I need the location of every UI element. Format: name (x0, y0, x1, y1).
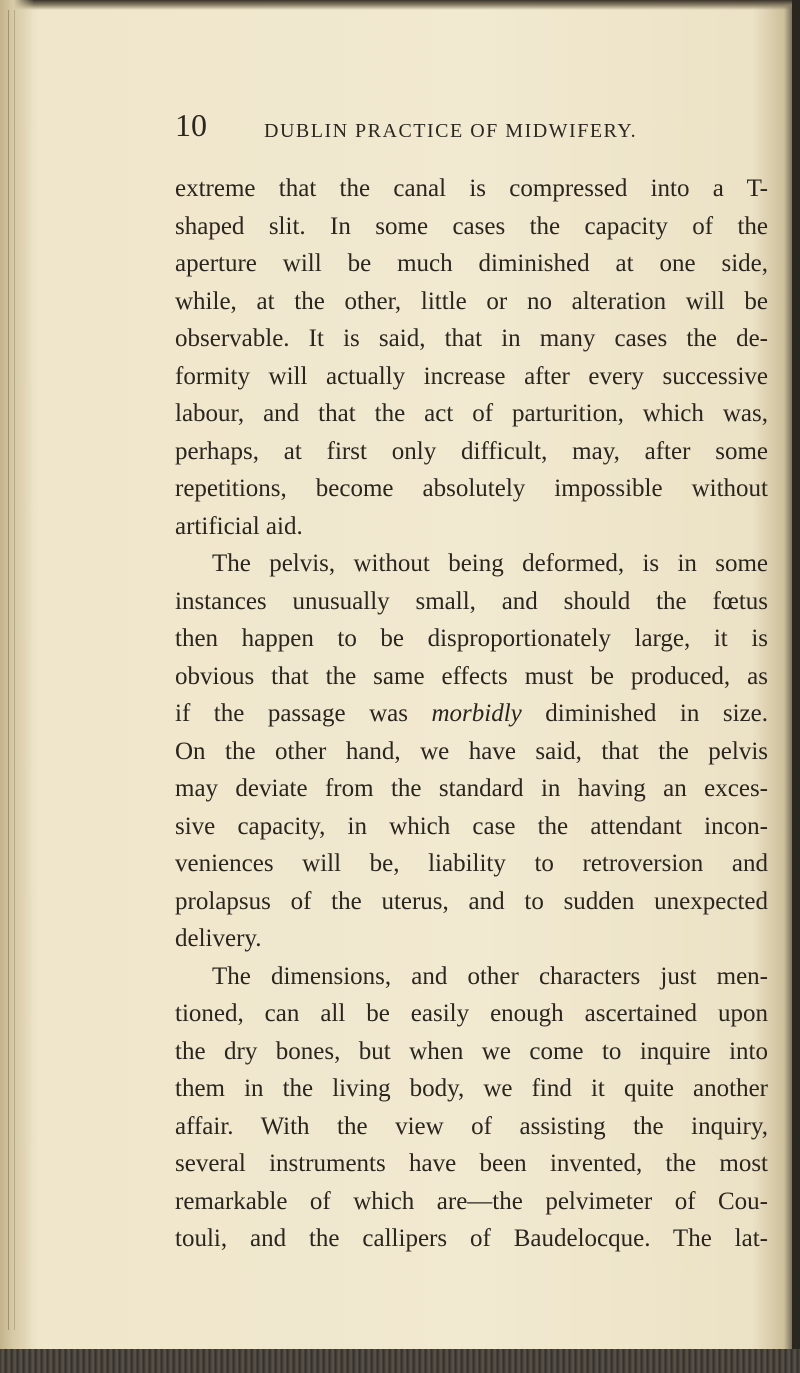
text-line: instances unusually small, and should the fœtus (175, 587, 768, 615)
page-right-edge (792, 0, 800, 1373)
running-head: DUBLIN PRACTICE OF MIDWIFERY. (264, 120, 638, 142)
page-bottom-edge (0, 1349, 800, 1373)
text-line: extreme that the canal is compressed into a T- (175, 175, 768, 202)
text-line: observable. It is said, that in many cases the de- (175, 325, 768, 352)
text-line: veniences will be, liability to retroversion and (175, 850, 768, 877)
text-line: The pelvis, without being deformed, is in some (212, 550, 768, 577)
text-line: tioned, can all be easily enough ascertained upon (175, 1000, 768, 1027)
text-line: delivery. (175, 925, 262, 952)
text-line: remarkable of which are—the pelvimeter of Cou- (175, 1187, 768, 1215)
text-line: labour, and that the act of parturition, which was, (175, 400, 768, 427)
text-line: artificial aid. (175, 512, 303, 540)
gutter-line (8, 10, 9, 1330)
binding-gutter (0, 0, 34, 1350)
page-top-edge (0, 0, 800, 10)
text-line: then happen to be disproportionately large, it is (175, 625, 768, 652)
text-line: affair. With the view of assisting the inquiry, (175, 1112, 768, 1140)
gutter-line (14, 10, 15, 1330)
text-line: sive capacity, in which case the attendant incon- (175, 812, 768, 840)
text-line: perhaps, at first only difficult, may, after some (175, 437, 768, 465)
text-line: obvious that the same effects must be produced, as (175, 662, 768, 690)
text-line: formity will actually increase after every successive (175, 362, 768, 390)
body-text (175, 170, 768, 1258)
text-line: may deviate from the standard in having an exces- (175, 775, 768, 802)
text-line: aperture will be much diminished at one side, (175, 250, 768, 277)
text-line: while, at the other, little or no alteration will be (175, 287, 768, 315)
text-line: The dimensions, and other characters just men- (212, 962, 768, 990)
text-line: them in the living body, we find it quite another (175, 1075, 768, 1102)
text-line: several instruments have been invented, the most (175, 1150, 768, 1177)
text-line: touli, and the callipers of Baudelocque. The lat- (175, 1225, 768, 1252)
text-line: shaped slit. In some cases the capacity of the (175, 212, 768, 240)
italic-word: morbidly (431, 700, 522, 727)
text-line: repetitions, become absolutely impossible without (175, 475, 768, 502)
text-line: the dry bones, but when we come to inquire into (175, 1037, 768, 1065)
text-line: On the other hand, we have said, that the pelvis (175, 737, 768, 765)
page-number: 10 (175, 107, 207, 143)
text-run: if the passage was (175, 700, 432, 727)
text-run: diminished in size. (521, 700, 768, 727)
text-line (175, 695, 768, 733)
text-line: prolapsus of the uterus, and to sudden unexpected (175, 887, 768, 915)
